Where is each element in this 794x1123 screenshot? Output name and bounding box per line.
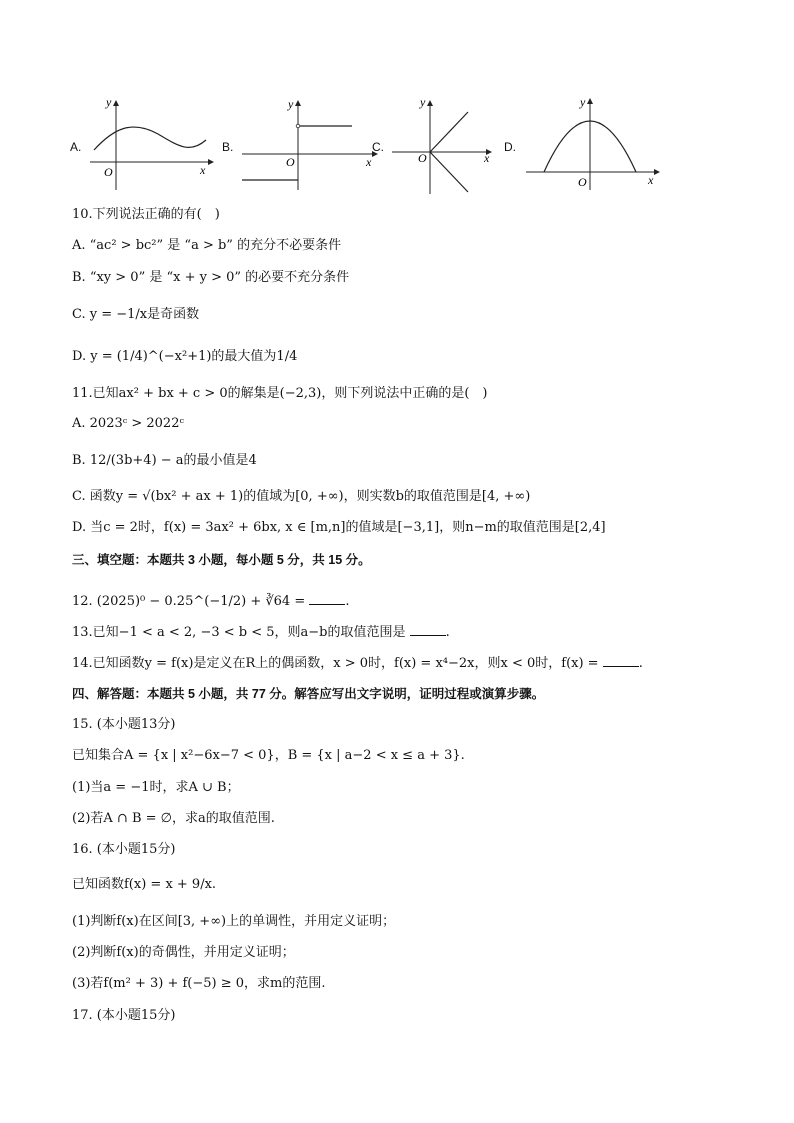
graph-b-x-label: x xyxy=(366,155,372,169)
q17-head: 17. (本小题15分) xyxy=(72,1008,176,1023)
q11-option-d: D. 当c = 2时，f(x) = 3ax² + 6bx, x ∈ [m,n]的值域是[−3,1]，则n−m的取值范围是[2,4] xyxy=(72,520,606,535)
q11-option-a: A. 2023ᶜ > 2022ᶜ xyxy=(72,416,184,431)
graph-c-origin: O xyxy=(418,151,427,165)
graph-a-origin: O xyxy=(104,165,113,179)
q16-head: 16. (本小题15分) xyxy=(72,842,176,857)
graph-c-label: C. xyxy=(372,140,384,154)
graph-a-plot xyxy=(70,94,215,194)
graph-d-plot xyxy=(520,94,670,194)
graph-d-y-label: y xyxy=(580,95,586,109)
q11-option-b: B. 12/(3b+4) − a的最小值是4 xyxy=(72,453,257,468)
q15-head: 15. (本小题13分) xyxy=(72,717,176,732)
graph-b-y-label: y xyxy=(288,97,294,111)
q13-answer-blank[interactable] xyxy=(410,624,446,636)
q12-answer-blank[interactable] xyxy=(309,593,345,605)
q13-text: 13.已知−1 < a < 2, −3 < b < 5，则a−b的取值范围是 xyxy=(72,625,406,640)
graph-c-plot xyxy=(386,94,511,194)
q10-option-a: A. “ac² > bc²” 是 “a > b” 的充分不必要条件 xyxy=(72,238,342,253)
graph-d xyxy=(504,94,664,194)
graph-b-label: B. xyxy=(222,140,234,154)
graph-b-origin: O xyxy=(286,155,295,169)
q11-option-c: C. 函数y = √(bx² + ax + 1)的值域为[0, +∞)，则实数b的取值范围是[4, +∞) xyxy=(72,489,531,504)
q15-part-1: (1)当a = −1时，求A ∪ B； xyxy=(72,780,240,795)
graph-c-x-label: x xyxy=(484,151,490,165)
q15-part-2: (2)若A ∩ B = ∅，求a的取值范围. xyxy=(72,811,275,826)
section-4-heading: 四、解答题：本题共 5 小题，共 77 分。解答应写出文字说明，证明过程或演算步骤。 xyxy=(72,687,545,701)
section-3-heading: 三、填空题：本题共 3 小题，每小题 5 分，共 15 分。 xyxy=(72,553,371,567)
graph-a-y-label: y xyxy=(106,95,112,109)
q14-answer-blank[interactable] xyxy=(603,655,639,667)
q12-text: 12. (2025)⁰ − 0.25^(−1/2) + ∛64 = xyxy=(72,594,306,609)
graph-b-plot xyxy=(240,94,385,194)
graph-d-x-label: x xyxy=(648,173,654,187)
q13: 13.已知−1 < a < 2, −3 < b < 5，则a−b的取值范围是 . xyxy=(72,625,450,640)
q14: 14.已知函数y = f(x)是定义在R上的偶函数，x > 0时，f(x) = x⁴−2x，则x < 0时，f(x) = . xyxy=(72,656,643,671)
q16-part-2: (2)判断f(x)的奇偶性，并用定义证明； xyxy=(72,945,295,960)
graph-d-label: D. xyxy=(504,140,516,154)
q16-stem: 已知函数f(x) = x + 9/x. xyxy=(72,877,217,892)
q16-part-3: (3)若f(m² + 3) + f(−5) ≥ 0，求m的范围. xyxy=(72,976,326,991)
q14-text: 14.已知函数y = f(x)是定义在R上的偶函数，x > 0时，f(x) = x⁴−2x，则x < 0时，f(x) = xyxy=(72,656,599,671)
q16-part-1: (1)判断f(x)在区间[3, +∞)上的单调性，并用定义证明； xyxy=(72,914,396,929)
graph-b xyxy=(222,94,372,194)
graph-c xyxy=(372,94,517,194)
graph-d-origin: O xyxy=(578,175,587,189)
q10-option-d: D. y = (1/4)^(−x²+1)的最大值为1/4 xyxy=(72,349,298,364)
graph-a-label: A. xyxy=(70,140,82,154)
graph-a-x-label: x xyxy=(200,163,206,177)
graph-options xyxy=(70,94,670,194)
q10-stem: 10.下列说法正确的有( ) xyxy=(72,207,220,222)
q15-stem: 已知集合A = {x | x²−6x−7 < 0}，B = {x | a−2 < x ≤ a + 3}. xyxy=(72,748,465,763)
q10-option-b: B. “xy > 0” 是 “x + y > 0” 的必要不充分条件 xyxy=(72,270,350,285)
graph-a xyxy=(70,94,215,194)
q11-stem: 11.已知ax² + bx + c > 0的解集是(−2,3)，则下列说法中正确的是( ) xyxy=(72,386,488,401)
q10-option-c: C. y = −1/x是奇函数 xyxy=(72,307,200,322)
q12: 12. (2025)⁰ − 0.25^(−1/2) + ∛64 = . xyxy=(72,594,350,609)
graph-c-y-label: y xyxy=(420,95,426,109)
